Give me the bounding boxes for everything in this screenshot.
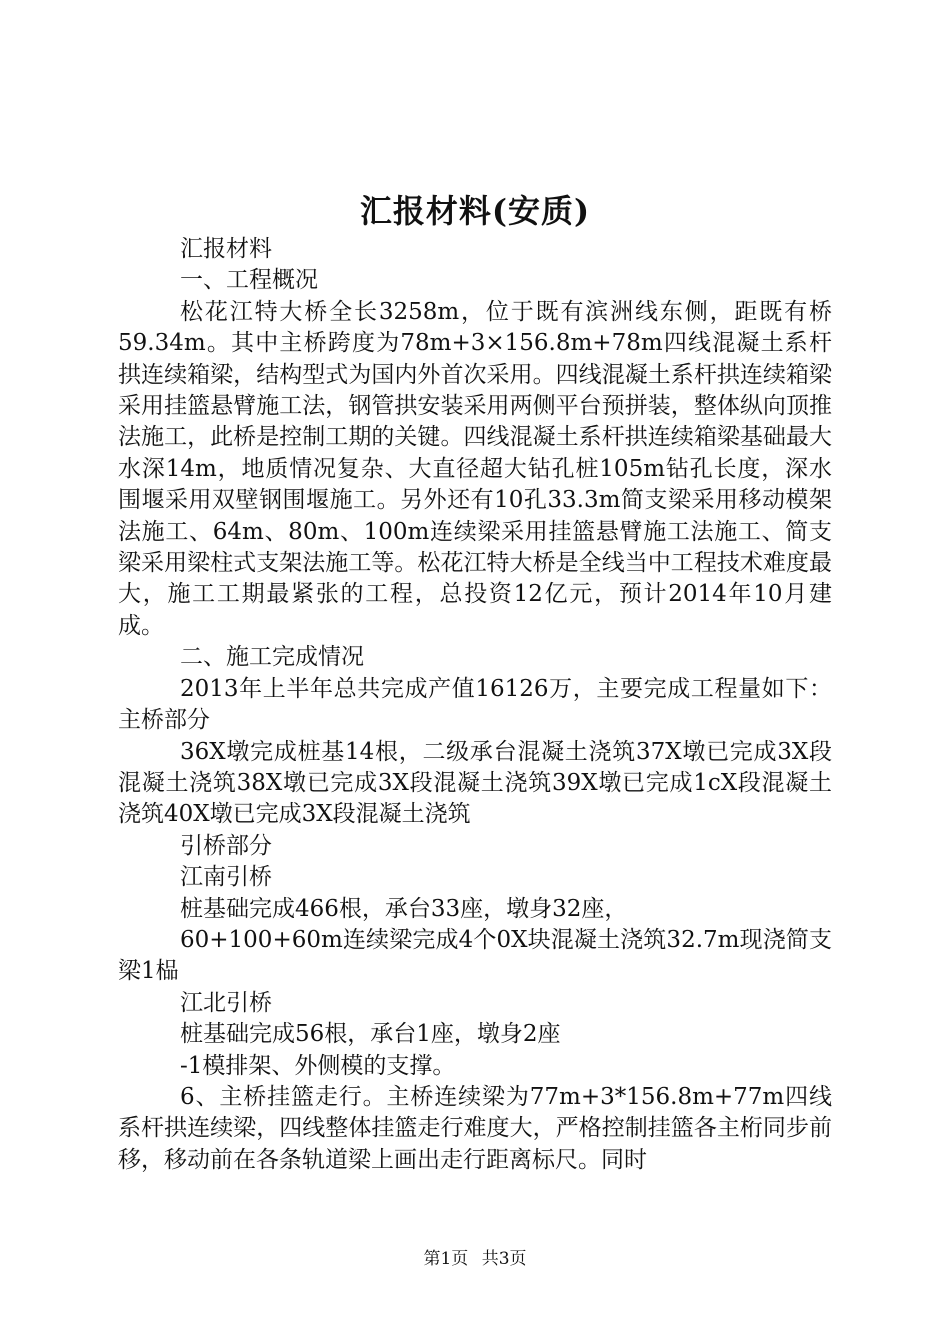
document-body [118,234,832,1176]
page-number: 第1页 [423,1249,469,1269]
page-footer [0,1244,950,1269]
paragraph: 桩基础完成56根，承台1座，墩身2座 [180,1021,561,1048]
section-heading: 一、工程概况 [180,267,318,294]
subheading: 江南引桥 [180,864,272,891]
paragraph: 60+100+60m连续梁完成4个0X块混凝土浇筑32.7m现浇简支梁1榀 [118,926,832,985]
subheading: 引桥部分 [180,832,272,859]
paragraph: 36X墩完成桩基14根，二级承台混凝土浇筑37X墩已完成3X段混凝土浇筑38X墩已完成3X段混凝土浇筑39X墩已完成1cX段混凝土浇筑40X墩已完成3X段混凝土浇筑 [118,738,832,828]
paragraph: 2013年上半年总共完成产值16126万，主要完成工程量如下：主桥部分 [118,675,832,734]
paragraph: 6、主桥挂篮走行。主桥连续梁为77m+3*156.8m+77m四线系杆拱连续梁，四线整体挂篮走行难度大，严格控制挂篮各主桁同步前移，移动前在各条轨道梁上画出走行距离标尺。同时 [118,1083,832,1173]
document-title: 汇报材料(安质) [359,192,591,230]
paragraph-heading: 汇报材料 [180,236,272,262]
page-total: 共3页 [481,1249,527,1269]
subheading: 江北引桥 [180,989,272,1016]
paragraph: 松花江特大桥全长3258m，位于既有滨洲线东侧，距既有桥59.34m。其中主桥跨度为78m+3×156.8m+78m四线混凝土系杆拱连续箱梁，结构型式为国内外首次采用。四线混凝土系杆拱连续箱梁采用挂篮悬臂施工法，钢管拱安装采用两侧平台预拼装，整体纵向顶推法施工，此桥是控制工期的关键。四线混凝土系杆拱连续箱梁基础最大水深14m，地质情况复杂、大直径超大钻孔桩105m钻孔长度，深水围堰采用双壁钢围堰施工。另外还有10孔33.3m简支梁采用移动模架法施工、64m、80m、100m连续梁采用挂篮悬臂施工法施工、简支梁采用梁柱式支架法施工等。松花江特大桥是全线当中工程技术难度最大，施工工期最紧张的工程，总投资12亿元，预计2014年10月建成。 [118,298,832,639]
section-heading: 二、施工完成情况 [180,644,364,671]
paragraph: -1模排架、外侧模的支撑。 [180,1052,456,1079]
paragraph: 桩基础完成466根，承台33座，墩身32座， [180,895,628,922]
